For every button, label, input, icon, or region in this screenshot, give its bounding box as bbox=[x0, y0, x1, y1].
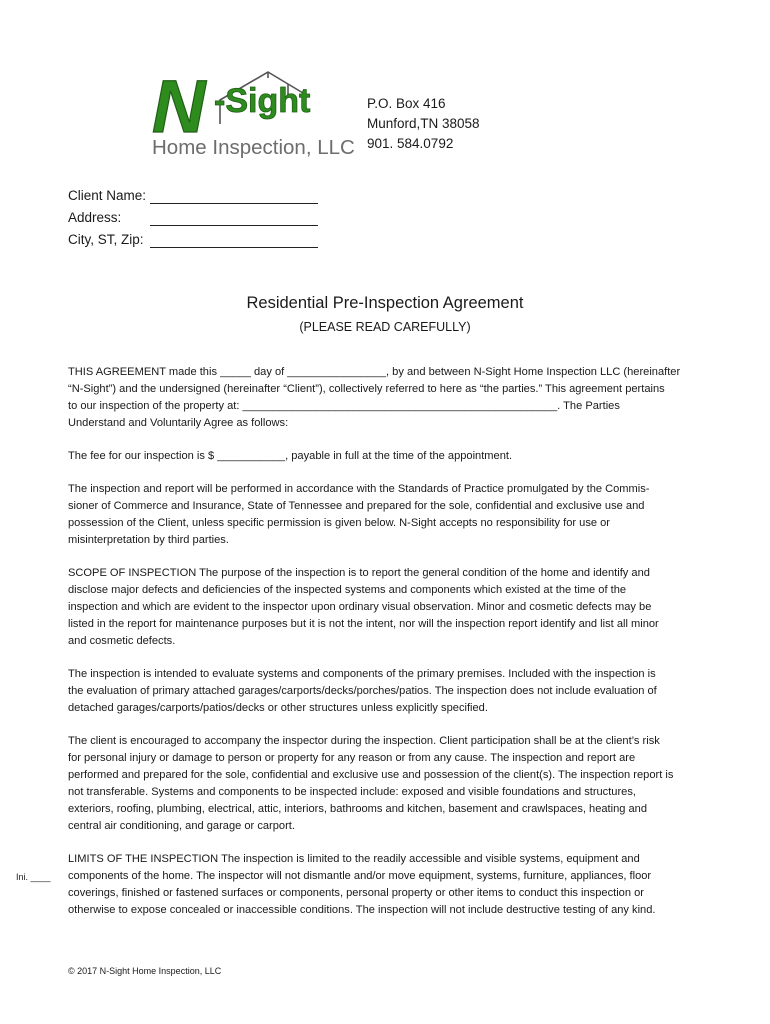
text-line: central air conditioning, and garage or carport. bbox=[68, 820, 295, 832]
paragraph-scope bbox=[68, 565, 706, 650]
text-line: listed in the report for maintenance purposes but it is not the intent, nor will the inspection report identify and list all minor bbox=[68, 618, 659, 630]
text-line: detached garages/carports/patios/decks or other structures unless explicitly specified. bbox=[68, 702, 488, 714]
address-label: Address: bbox=[68, 210, 122, 225]
contact-block bbox=[367, 94, 480, 154]
document-subtitle: (PLEASE READ CAREFULLY) bbox=[299, 320, 471, 334]
paragraph-limits bbox=[68, 851, 706, 919]
text-line: LIMITS OF THE INSPECTION The inspection is limited to the readily accessible and visible systems, equipment and bbox=[68, 853, 640, 865]
text-line: The inspection is intended to evaluate systems and components of the primary premises. Included with the inspection is bbox=[68, 668, 656, 680]
text-line: sioner of Commerce and Insurance, State of Tennessee and prepared for the sole, confidential and exclusive use and bbox=[68, 500, 645, 512]
text-line: The client is encouraged to accompany the inspector during the inspection. Client participation shall be at the client’s risk bbox=[68, 735, 660, 747]
text-line: otherwise to expose concealed or inaccessible conditions. The inspection will not include destructive testing of any kind. bbox=[68, 904, 656, 916]
text-line: and cosmetic defects. bbox=[68, 635, 176, 647]
address-line[interactable] bbox=[150, 225, 318, 226]
text-line: exteriors, roofing, plumbing, electrical, attic, interiors, bathrooms and kitchen, basement and crawlspaces, heating and bbox=[68, 803, 648, 815]
text-line: not transferable. Systems and components to be inspected include: exposed and visible foundations and structures, bbox=[68, 786, 636, 798]
logo-tagline: Home Inspection, LLC bbox=[152, 136, 355, 159]
paragraph-client-participation bbox=[68, 733, 706, 835]
client-name-label: Client Name: bbox=[68, 188, 147, 203]
text-line: the evaluation of primary attached garages/carports/decks/porches/patios. The inspection does not include evaluation of bbox=[68, 685, 657, 697]
text-line: for personal injury or damage to person or property for any reason or from any cause. The inspection and report are bbox=[68, 752, 636, 764]
paragraph-standards bbox=[68, 481, 706, 549]
paragraph-agreement bbox=[68, 364, 706, 432]
logo-brand: -Sight bbox=[214, 82, 311, 120]
client-name-line[interactable] bbox=[150, 203, 318, 204]
text-line: “N-Sight”) and the undersigned (hereinafter “Client”), collectively referred to here as “the parties.” This agreement pertains bbox=[68, 383, 665, 395]
city-state-zip-line[interactable] bbox=[150, 247, 318, 248]
text-line: misinterpretation by third parties. bbox=[68, 534, 229, 546]
text-line: inspection and which are evident to the inspector upon ordinary visual observation. Minor and cosmetic defects may be bbox=[68, 601, 652, 613]
po-box: P.O. Box 416 bbox=[367, 96, 446, 111]
paragraph-fee bbox=[68, 448, 706, 465]
text-line: THIS AGREEMENT made this _____ day of ________________, by and between N-Sight Home Inspection LLC (hereinafter bbox=[68, 366, 681, 378]
logo-letter-n: N bbox=[152, 66, 206, 148]
text-line: Understand and Voluntarily Agree as follows: bbox=[68, 417, 289, 429]
paragraph-premises bbox=[68, 666, 706, 717]
city-state-zip: Munford,TN 38058 bbox=[367, 116, 480, 131]
text-line: to our inspection of the property at: ___________________________________________________. The Parties bbox=[68, 400, 620, 412]
text-line: The fee for our inspection is $ ___________, payable in full at the time of the appointment. bbox=[68, 450, 513, 462]
copyright-footer: © 2017 N-Sight Home Inspection, LLC bbox=[68, 966, 222, 976]
phone-number: 901. 584.0792 bbox=[367, 136, 454, 151]
text-line: disclose major defects and deficiencies of the inspected systems and components which existed at the time of the bbox=[68, 584, 627, 596]
text-line: The inspection and report will be performed in accordance with the Standards of Practice promulgated by the Commis- bbox=[68, 483, 650, 495]
company-logo bbox=[150, 66, 360, 160]
text-line: possession of the Client, unless specific permission is given below. N-Sight accepts no responsibility for use or bbox=[68, 517, 611, 529]
text-line: coverings, finished or fastened surfaces or components, personal property or other items to conduct this inspection or bbox=[68, 887, 644, 899]
initials-field[interactable]: Ini. ____ bbox=[16, 872, 51, 882]
city-state-zip-label: City, ST, Zip: bbox=[68, 232, 144, 247]
document-title: Residential Pre-Inspection Agreement bbox=[246, 294, 524, 312]
text-line: components of the home. The inspector will not dismantle and/or move equipment, systems, furniture, appliances, floor bbox=[68, 870, 652, 882]
text-line: SCOPE OF INSPECTION The purpose of the inspection is to report the general condition of the home and identify and bbox=[68, 567, 650, 579]
agreement-body bbox=[68, 364, 706, 935]
text-line: performed and prepared for the sole, confidential and exclusive use and possession of the client(s). The inspection report is bbox=[68, 769, 674, 781]
